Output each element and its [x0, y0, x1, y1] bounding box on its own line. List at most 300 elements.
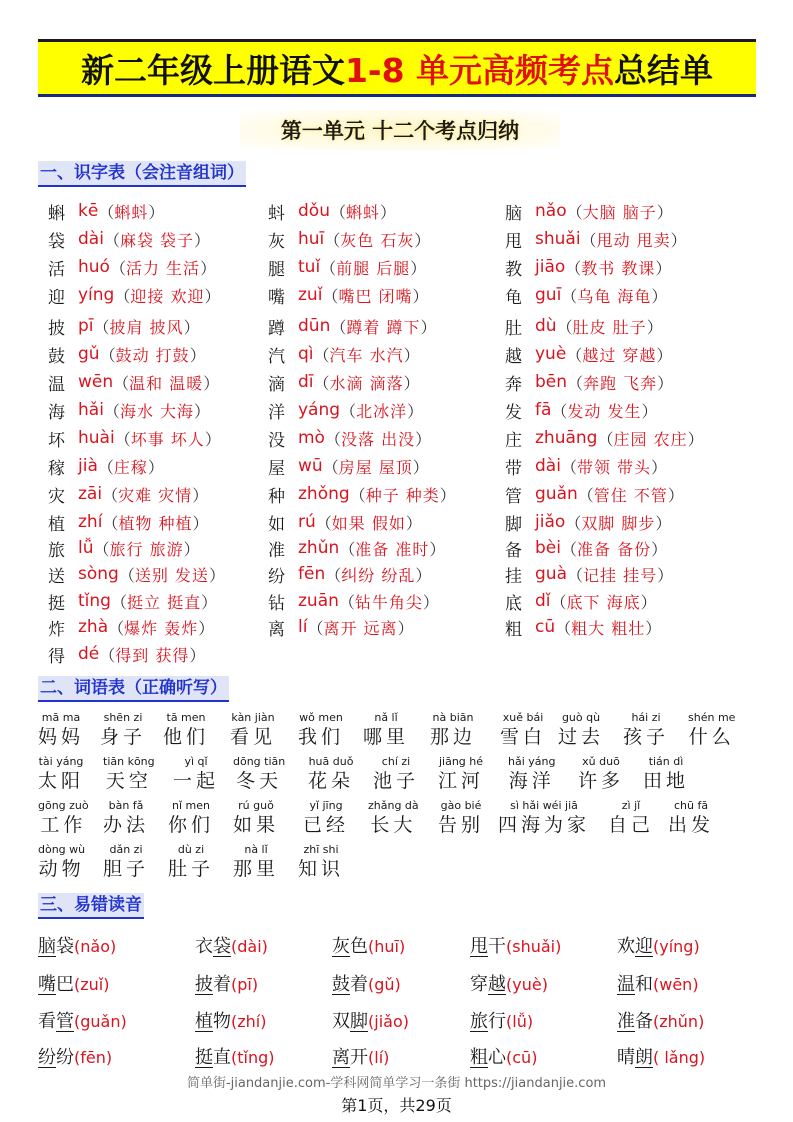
character: 旅 — [48, 540, 65, 561]
close-paren: ） — [204, 429, 221, 449]
close-paren: ) — [120, 1012, 127, 1031]
vocabulary-pinyin: gōng zuò — [38, 799, 89, 812]
pinyin: wēn — [78, 372, 114, 392]
vocabulary-pinyin: mā ma — [41, 711, 81, 724]
character: 屋 — [268, 458, 285, 479]
character: 袋 — [48, 231, 65, 252]
vocabulary-item — [578, 755, 624, 793]
word-group: 教书 教课 — [581, 258, 656, 278]
vocabulary-item — [438, 755, 484, 793]
open-paren: ( — [74, 975, 81, 994]
character-entry — [48, 282, 220, 308]
character: 挂 — [505, 566, 522, 587]
vocabulary-word: 孩子 — [623, 726, 670, 748]
character: 洋 — [268, 402, 285, 423]
close-paren: ） — [655, 258, 672, 278]
word-suffix: 巴 — [56, 974, 74, 995]
open-paren: （ — [113, 373, 130, 393]
word-suffix: 行 — [488, 1011, 506, 1032]
underlined-character: 灰 — [332, 936, 350, 957]
word-group: 大脑 脑子 — [582, 202, 657, 222]
correct-pinyin: lí — [374, 1048, 384, 1067]
close-paren: ） — [203, 373, 220, 393]
character: 披 — [48, 318, 65, 339]
error-prone-word — [617, 932, 700, 958]
word-group: 海水 大海 — [119, 401, 195, 421]
pinyin: yuè — [535, 344, 567, 364]
underlined-character: 甩 — [470, 936, 488, 957]
close-paren: ） — [415, 429, 432, 449]
word-group: 钻牛角尖 — [354, 592, 423, 612]
character: 送 — [48, 566, 65, 587]
vocabulary-item — [623, 711, 669, 749]
close-paren: ） — [412, 457, 429, 477]
open-paren: ( — [74, 1048, 81, 1067]
character: 纷 — [268, 566, 285, 587]
open-paren: （ — [329, 202, 346, 222]
close-paren: ） — [192, 485, 209, 505]
pinyin: zhuāng — [535, 428, 598, 448]
character-entry — [268, 425, 431, 451]
word-group: 奔跑 飞奔 — [583, 373, 658, 393]
open-paren: ( — [653, 975, 660, 994]
open-paren: （ — [339, 539, 356, 559]
section-1-header: 一、识字表（会注音组词） — [38, 161, 246, 187]
character: 如 — [268, 514, 285, 535]
vocabulary-word: 四海为家 — [498, 814, 591, 836]
error-prone-word — [195, 1043, 275, 1069]
character-entry — [268, 282, 429, 308]
word-suffix: 物 — [213, 1011, 231, 1032]
open-paren: （ — [324, 230, 341, 250]
character-entry — [505, 226, 687, 252]
word-group: 水滴 滴落 — [329, 373, 404, 393]
pinyin: yíng — [78, 285, 115, 305]
word-group: 种子 种类 — [365, 485, 440, 505]
vocabulary-word: 自己 — [608, 814, 655, 836]
error-prone-word — [332, 1007, 409, 1033]
pinyin: huó — [78, 257, 110, 277]
close-paren: ） — [403, 345, 420, 365]
word-group: 双脚 脚步 — [581, 513, 656, 533]
open-paren: （ — [313, 345, 330, 365]
vocabulary-pinyin: dòng wù — [38, 843, 86, 856]
vocabulary-pinyin: dǎn zi — [109, 843, 143, 856]
underlined-character: 挺 — [195, 1047, 213, 1068]
close-paren: ） — [407, 401, 424, 421]
close-paren: ） — [651, 286, 668, 306]
vocabulary-item — [230, 711, 276, 749]
character: 奔 — [505, 374, 522, 395]
close-paren: ） — [657, 565, 674, 585]
open-paren: （ — [313, 373, 330, 393]
vocabulary-item — [363, 711, 409, 749]
character: 温 — [48, 374, 65, 395]
close-paren: ) — [698, 1012, 705, 1031]
character: 汽 — [268, 346, 285, 367]
vocabulary-row — [38, 755, 758, 799]
close-paren: ） — [414, 230, 431, 250]
open-paren: ( — [653, 1012, 660, 1031]
character-entry — [505, 369, 673, 395]
pinyin: fēn — [298, 564, 326, 584]
pinyin: lǚ — [78, 538, 94, 558]
open-paren: （ — [580, 230, 597, 250]
pinyin: lí — [298, 617, 308, 637]
error-prone-word — [617, 1043, 705, 1069]
character-entry — [505, 341, 672, 367]
pinyin: mò — [298, 428, 325, 448]
vocabulary-pinyin: dōng tiān — [233, 755, 286, 768]
open-paren: ( — [231, 1012, 238, 1031]
open-paren: （ — [349, 485, 366, 505]
correct-pinyin: shuǎi — [512, 937, 556, 956]
close-paren: ) — [398, 937, 406, 956]
vocabulary-pinyin: bàn fǎ — [108, 799, 144, 812]
word-suffix: 和 — [635, 974, 653, 995]
character: 海 — [48, 402, 65, 423]
close-paren: ） — [656, 202, 673, 222]
underlined-character: 鼓 — [332, 974, 350, 995]
correct-pinyin: cū — [512, 1048, 532, 1067]
word-group: 粗大 粗壮 — [571, 618, 646, 638]
close-paren: ) — [109, 937, 117, 956]
underlined-character: 准 — [617, 1011, 635, 1032]
word-group: 越过 穿越 — [582, 345, 657, 365]
character: 蚪 — [268, 203, 285, 224]
word-suffix: 色 — [350, 936, 368, 957]
vocabulary-word: 看见 — [230, 726, 277, 748]
character: 准 — [268, 540, 285, 561]
character: 挺 — [48, 593, 65, 614]
open-paren: ( — [74, 1012, 81, 1031]
pinyin: gǔ — [78, 344, 100, 364]
open-paren: （ — [307, 618, 324, 638]
pinyin: yáng — [298, 400, 341, 420]
word-group: 植物 种植 — [118, 513, 193, 533]
vocabulary-pinyin: yǐ jīng — [309, 799, 343, 812]
underlined-character: 植 — [195, 1011, 213, 1032]
vocabulary-pinyin: dù zi — [177, 843, 205, 856]
character: 迎 — [48, 287, 65, 308]
open-paren: ( — [506, 975, 513, 994]
vocabulary-word: 那里 — [233, 858, 280, 880]
close-paren: ） — [403, 373, 420, 393]
underlined-character: 脚 — [350, 1011, 368, 1032]
word-group: 准备 准时 — [355, 539, 430, 559]
vocabulary-item — [558, 711, 604, 749]
word-prefix: 双 — [332, 1011, 350, 1032]
character-entry — [48, 614, 214, 640]
open-paren: （ — [322, 286, 339, 306]
error-prone-word — [617, 1007, 704, 1033]
word-group: 准备 备份 — [577, 539, 652, 559]
word-group: 前腿 后腿 — [336, 258, 411, 278]
character-entry — [268, 453, 429, 479]
word-suffix: 直 — [213, 1047, 231, 1068]
open-paren: （ — [93, 317, 110, 337]
close-paren: ） — [420, 317, 437, 337]
pinyin: dūn — [298, 316, 331, 336]
character-entry — [268, 198, 396, 224]
character: 备 — [505, 540, 522, 561]
character: 粗 — [505, 619, 522, 640]
close-paren: ) — [383, 1048, 390, 1067]
pinyin: dài — [535, 456, 561, 476]
open-paren: （ — [114, 286, 131, 306]
word-group: 甩动 甩卖 — [596, 230, 671, 250]
vocabulary-pinyin: tài yáng — [38, 755, 84, 768]
word-group: 乌龟 海龟 — [577, 286, 652, 306]
pinyin: zuǐ — [298, 285, 323, 305]
close-paren: ） — [439, 485, 456, 505]
close-paren: ) — [531, 1048, 538, 1067]
open-paren: ( — [506, 1012, 513, 1031]
close-paren: ） — [198, 618, 215, 638]
unit-subtitle: 第一单元 十二个考点归纳 — [240, 110, 560, 150]
open-paren: （ — [114, 429, 131, 449]
character-entry — [505, 481, 684, 507]
vocabulary-pinyin: zhǎng dà — [368, 799, 419, 812]
character-entry — [48, 561, 225, 587]
vocabulary-word: 许多 — [578, 770, 625, 792]
open-paren: （ — [93, 539, 110, 559]
underlined-character: 纷 — [38, 1047, 56, 1068]
character: 离 — [268, 619, 285, 640]
error-prone-word — [195, 1007, 266, 1033]
open-paren: （ — [98, 202, 115, 222]
underlined-character: 嘴 — [38, 974, 56, 995]
vocabulary-pinyin: gào bié — [440, 799, 482, 812]
character-entry — [505, 588, 657, 614]
character-entry — [505, 198, 673, 224]
close-paren: ) — [268, 1048, 275, 1067]
character-entry — [505, 254, 671, 280]
word-suffix: 着 — [350, 974, 368, 995]
vocabulary-pinyin: huā duǒ — [308, 755, 354, 768]
vocabulary-row — [38, 799, 758, 843]
vocabulary-word: 太阳 — [38, 770, 85, 792]
document-title — [38, 39, 756, 97]
character: 得 — [48, 646, 65, 667]
close-paren: ) — [698, 1048, 706, 1067]
vocabulary-word: 身子 — [100, 726, 147, 748]
character-entry — [505, 313, 663, 339]
close-paren: ） — [687, 429, 704, 449]
word-prefix: 欢 — [617, 936, 635, 957]
error-prone-word — [332, 970, 401, 996]
vocabulary-word: 我们 — [298, 726, 345, 748]
underlined-character: 迎 — [635, 936, 653, 957]
character: 炸 — [48, 619, 65, 640]
pinyin: cū — [535, 617, 556, 637]
word-group: 灾难 灾情 — [118, 485, 193, 505]
close-paren: ） — [667, 485, 684, 505]
vocabulary-item — [100, 711, 146, 749]
close-paren: ） — [397, 618, 414, 638]
character-entry — [505, 561, 673, 587]
close-paren: ） — [646, 317, 663, 337]
vocabulary-word: 一起 — [173, 770, 220, 792]
underlined-character: 旅 — [470, 1011, 488, 1032]
close-paren: ） — [655, 513, 672, 533]
title-part-3: 总结单 — [614, 50, 714, 90]
vocabulary-pinyin: nà biān — [432, 711, 474, 724]
word-suffix: 袋 — [56, 936, 74, 957]
character: 蝌 — [48, 203, 65, 224]
underlined-character: 朗 — [635, 1047, 653, 1068]
vocabulary-pinyin: nà lǐ — [244, 843, 268, 856]
vocabulary-word: 已经 — [303, 814, 350, 836]
close-paren: ） — [640, 592, 657, 612]
vocabulary-pinyin: jiāng hé — [438, 755, 484, 768]
open-paren: （ — [99, 645, 116, 665]
pinyin: dé — [78, 644, 100, 664]
close-paren: ） — [645, 618, 662, 638]
pinyin: sòng — [78, 564, 119, 584]
vocabulary-pinyin: chū fā — [673, 799, 709, 812]
word-suffix: 干 — [488, 936, 506, 957]
correct-pinyin: nǎo — [80, 937, 110, 956]
open-paren: （ — [103, 401, 120, 421]
pinyin: wū — [298, 456, 323, 476]
word-group: 北冰洋 — [356, 401, 408, 421]
character: 管 — [505, 486, 522, 507]
vocabulary-item — [643, 755, 689, 793]
close-paren: ） — [147, 457, 164, 477]
vocabulary-word: 哪里 — [363, 726, 410, 748]
close-paren: ） — [415, 565, 432, 585]
word-prefix: 看 — [38, 1011, 56, 1032]
word-group: 得到 获得 — [115, 645, 190, 665]
character: 植 — [48, 514, 65, 535]
word-suffix: 开 — [350, 1047, 368, 1068]
character-entry — [48, 369, 219, 395]
vocabulary-word: 过去 — [558, 726, 605, 748]
word-group: 房屋 屋顶 — [338, 457, 413, 477]
pinyin: huài — [78, 428, 115, 448]
open-paren: （ — [550, 592, 567, 612]
error-prone-word — [38, 970, 109, 996]
open-paren: （ — [551, 401, 568, 421]
open-paren: （ — [566, 565, 583, 585]
correct-pinyin: yíng — [659, 937, 694, 956]
close-paren: ） — [641, 401, 658, 421]
open-paren: （ — [97, 457, 114, 477]
open-paren: ( — [368, 975, 375, 994]
vocabulary-item — [498, 799, 590, 837]
error-prone-word — [195, 970, 258, 996]
word-group: 嘴巴 闭嘴 — [338, 286, 413, 306]
error-prone-word — [38, 1043, 112, 1069]
vocabulary-word: 江河 — [438, 770, 485, 792]
vocabulary-word: 如果 — [233, 814, 280, 836]
word-group: 灰色 石灰 — [340, 230, 415, 250]
vocabulary-word: 冬天 — [236, 770, 283, 792]
open-paren: （ — [597, 429, 614, 449]
word-group: 爆炸 轰炸 — [124, 618, 199, 638]
pinyin: nǎo — [535, 201, 567, 221]
vocabulary-item — [608, 799, 654, 837]
character-entry — [505, 397, 658, 423]
vocabulary-pinyin: nǐ men — [172, 799, 210, 812]
pinyin: dǐ — [535, 591, 551, 611]
pinyin: hǎi — [78, 400, 104, 420]
character: 活 — [48, 259, 65, 280]
open-paren: ( — [74, 937, 81, 956]
character: 腿 — [268, 259, 285, 280]
open-paren: （ — [566, 345, 583, 365]
vocabulary-item — [438, 799, 484, 837]
open-paren: （ — [561, 286, 578, 306]
word-group: 离开 远离 — [323, 618, 398, 638]
title-part-1: 新二年级上册语文 — [80, 50, 345, 90]
vocabulary-item — [168, 843, 214, 881]
error-prone-word — [470, 1007, 533, 1033]
pinyin: tuǐ — [298, 257, 321, 277]
character: 底 — [505, 593, 522, 614]
close-paren: ） — [194, 401, 211, 421]
pinyin: huī — [298, 229, 325, 249]
close-paren: ） — [183, 539, 200, 559]
vocabulary-item — [668, 799, 714, 837]
error-prone-word — [470, 970, 548, 996]
open-paren: （ — [315, 513, 332, 533]
pinyin: bēn — [535, 372, 568, 392]
character-entry — [268, 397, 423, 423]
error-prone-word — [470, 1043, 537, 1069]
vocabulary-pinyin: guò qù — [561, 711, 601, 724]
word-group: 庄稼 — [113, 457, 148, 477]
character-entry — [505, 282, 667, 308]
pinyin: pī — [78, 316, 94, 336]
character-entry — [268, 561, 431, 587]
vocabulary-item — [298, 711, 344, 749]
vocabulary-word: 池子 — [373, 770, 420, 792]
close-paren: ） — [651, 457, 668, 477]
open-paren: （ — [99, 345, 116, 365]
pinyin: guǎn — [535, 484, 578, 504]
vocabulary-item — [103, 799, 149, 837]
word-group: 蝌蚪 — [114, 202, 149, 222]
close-paren: ) — [103, 975, 110, 994]
vocabulary-row — [38, 711, 758, 755]
word-prefix: 穿 — [470, 974, 488, 995]
vocabulary-pinyin: zì jǐ — [621, 799, 641, 812]
pinyin: dài — [78, 229, 104, 249]
correct-pinyin: wēn — [659, 975, 693, 994]
pinyin: rú — [298, 512, 316, 532]
open-paren: （ — [565, 513, 582, 533]
vocabulary-item — [688, 711, 735, 749]
open-paren: （ — [108, 618, 125, 638]
correct-pinyin: zhí — [237, 1012, 261, 1031]
vocabulary-pinyin: xǔ duō — [582, 755, 620, 768]
open-paren: ( — [368, 1048, 375, 1067]
pinyin: guà — [535, 564, 567, 584]
error-prone-word — [332, 1043, 389, 1069]
character-entry — [48, 313, 200, 339]
vocabulary-word: 知识 — [298, 858, 345, 880]
pinyin: zhǔn — [298, 538, 340, 558]
error-prone-word — [470, 932, 561, 958]
word-group: 如果 假如 — [331, 513, 406, 533]
character: 越 — [505, 346, 522, 367]
vocabulary-word: 天空 — [105, 770, 152, 792]
character-entry — [268, 226, 430, 252]
vocabulary-word: 你们 — [168, 814, 215, 836]
vocabulary-pinyin: tián dì — [648, 755, 684, 768]
